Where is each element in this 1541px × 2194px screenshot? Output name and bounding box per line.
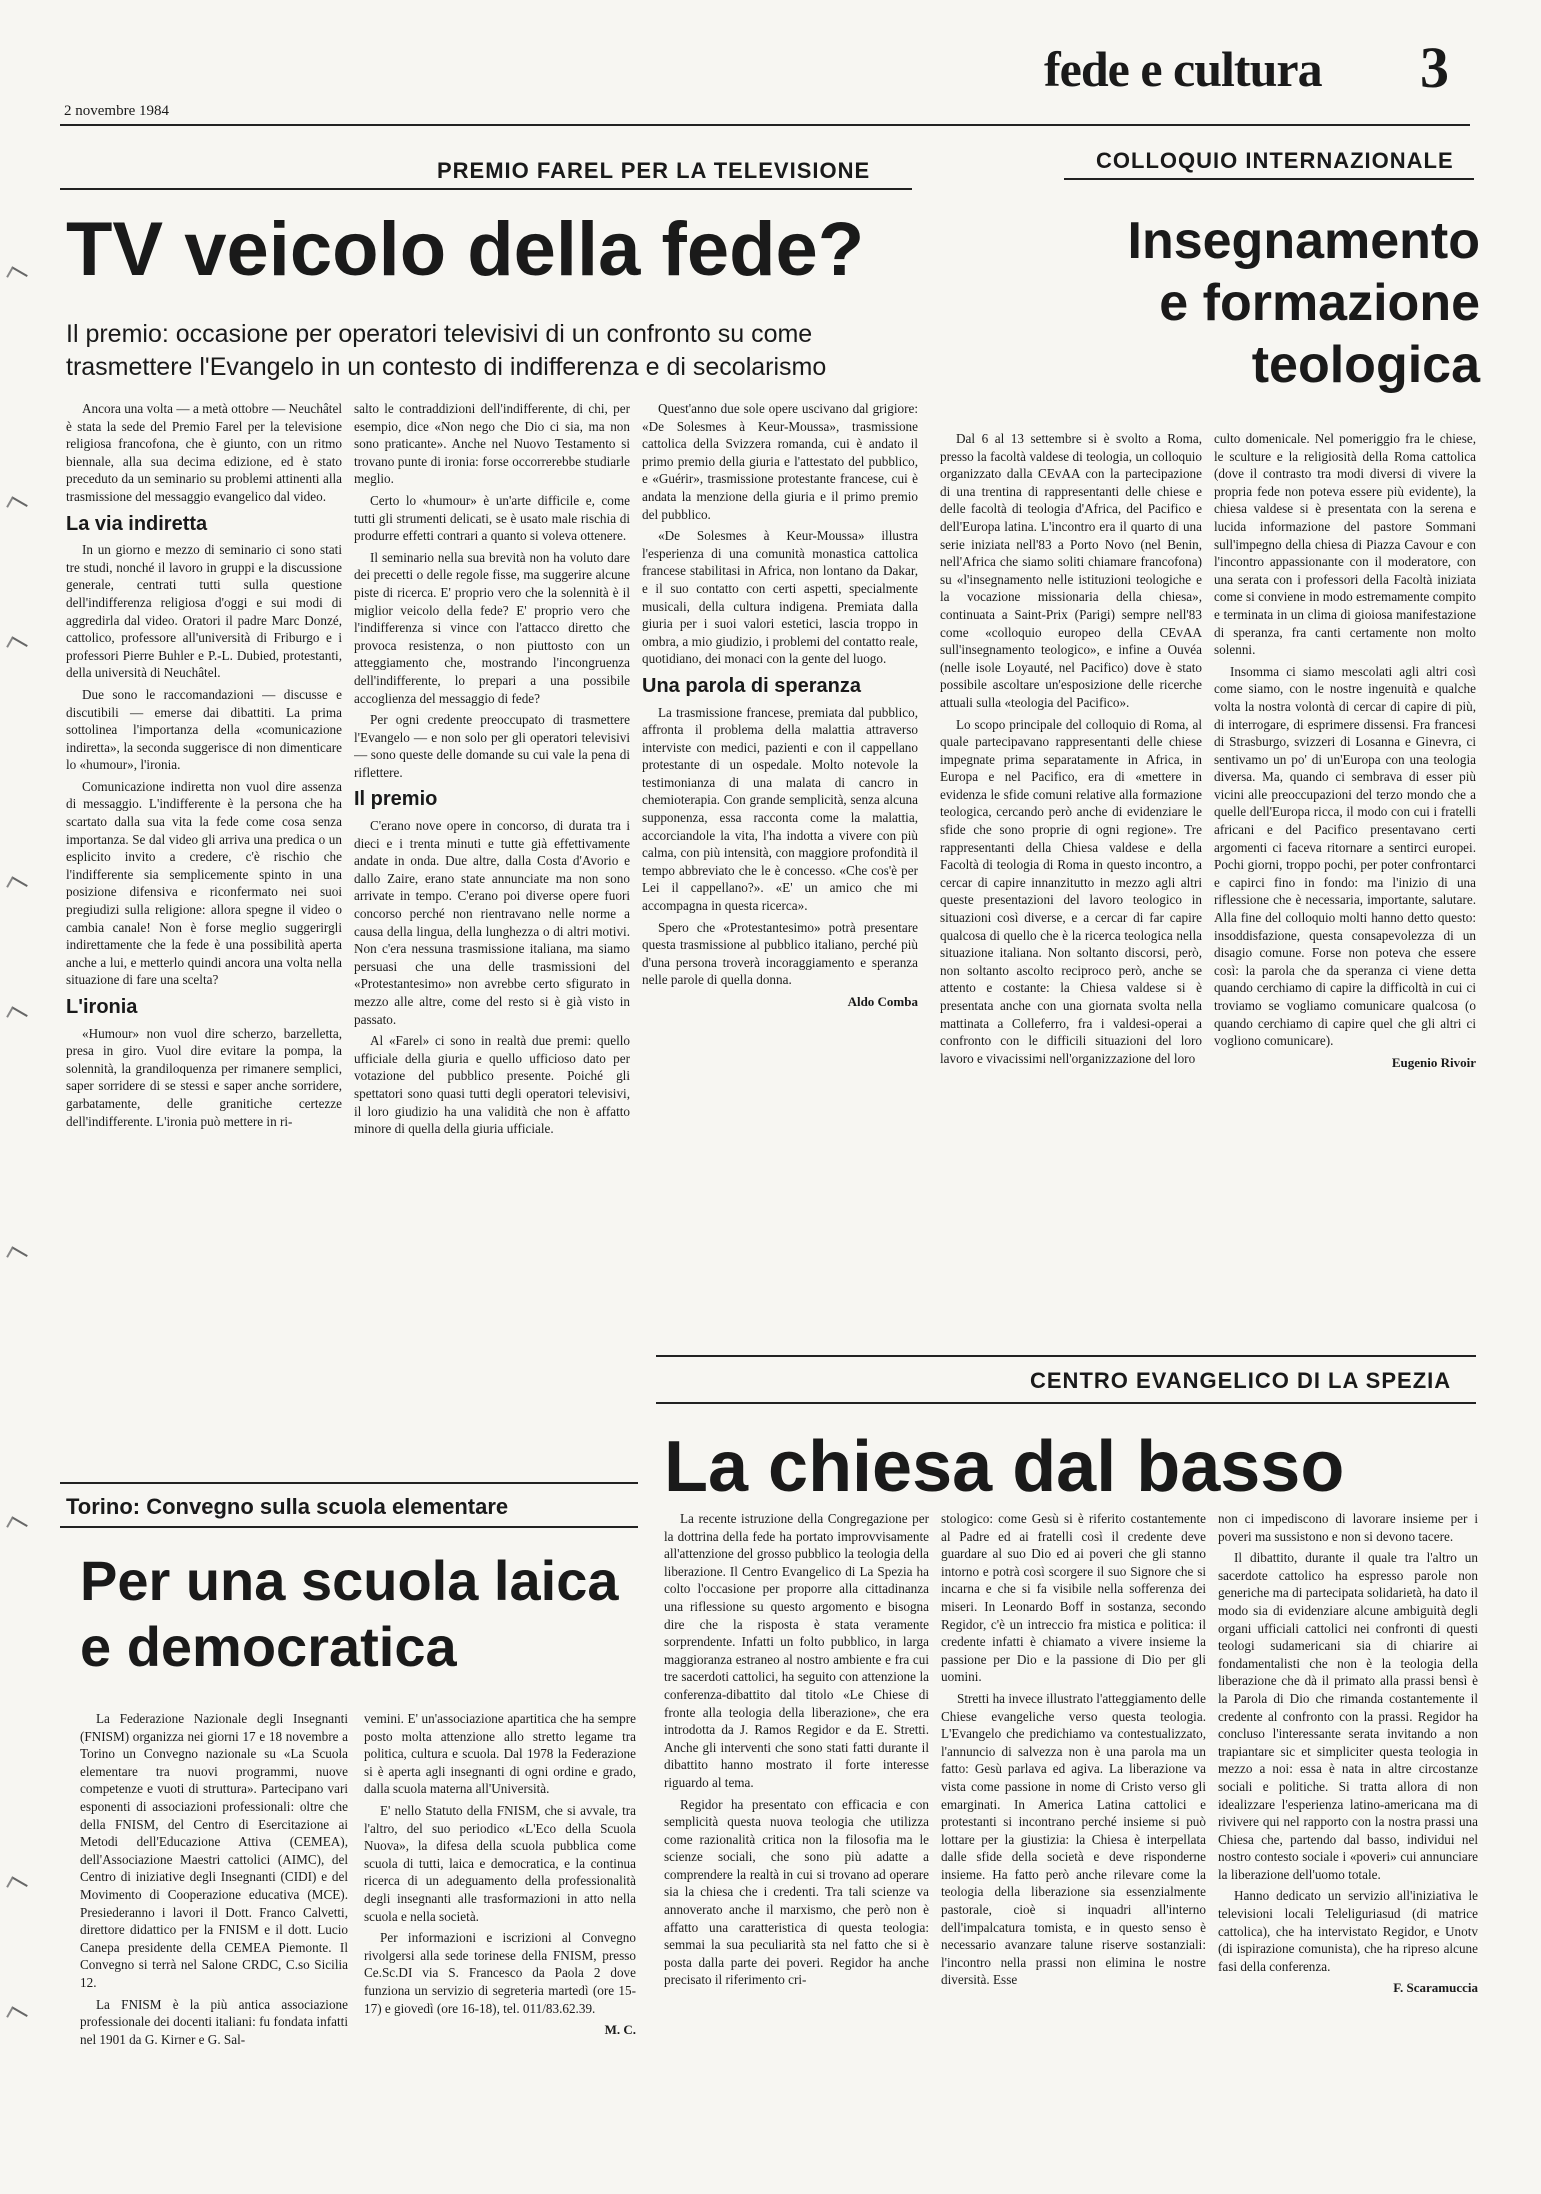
- chiesa-kicker: CENTRO EVANGELICO DI LA SPEZIA: [1030, 1368, 1452, 1393]
- tv-signature: Aldo Comba: [847, 994, 918, 1009]
- binding-mark: [6, 636, 28, 655]
- paragraph: E' nello Statuto della FNISM, che si avvale, tra l'altro, del suo periodico «L'Eco della Scuola Nuova», la difesa della scuola pubblica come scuola di tutti, laica e democratica, e la continua ricerca di un adeguamento della professionalità degli insegnanti alle trasformazioni in atto nella scuola e nella società.: [364, 1802, 636, 1924]
- headline-line: Insegnamento: [1127, 212, 1480, 270]
- paragraph: Per ogni credente preoccupato di trasmettere l'Evangelo — e non solo per gli operatori televisivi — sono queste delle domande su cui vale la pena di riflettere.: [354, 712, 630, 780]
- paragraph: Ancora una volta — a metà ottobre — Neuchâtel è stata la sede del Premio Farel per la televisione religiosa francofona, che è giunto, con un ritmo biennale, alla sua decima edizione, ed è stato preceduto da un seminario su problemi attinenti alla trasmissione del messaggio evangelico dal video.: [66, 401, 342, 504]
- paragraph: Comunicazione indiretta non vuol dire assenza di messaggio. L'indifferente è la persona che ha scartato dalla sua vita la fede come cosa senza importanza. Se dal video gli arriva una predica o un esplicito invito a credere, c'è rischio che l'indifferente sia semplicemente spinto in una posizione difensiva e riconfermato nei suoi pregiudizi sulla religione: allora spegne il video o cambia canale! Non è forse meglio suggerirgli indirettamente che la fede è una possibilità aperta anche a lui, e metterlo quindi ancora una volta nella situazione di fare una scelta?: [66, 778, 342, 988]
- scuola-kicker: Torino: Convegno sulla scuola elementare: [66, 1494, 509, 1519]
- paragraph: «Humour» non vuol dire scherzo, barzelletta, presa in giro. Vuol dire evitare la pompa, la solennità, la grandiloquenza per rimanere semplici, saper sorridere di se stessi e saper anche sorridere, garbatamente, delle granitiche certezze dell'indifferente. L'ironia può mettere in ri-: [66, 1025, 342, 1129]
- chiesa-signature: F. Scaramuccia: [1393, 1980, 1478, 1996]
- paragraph: Stretti ha invece illustrato l'atteggiamento delle Chiese evangeliche verso questa teologia. L'Evangelo che predichiamo va contestualizzato, l'annuncio di salvezza non è una parola ma un fatto: Gesù parlava ed agiva. La liberazione va vista come passione in nome di Cristo verso gli emarginati. In America Latina cattolici e protestanti si incontrano perché insieme si può lottare per la giustizia: la Chiesa è interpellata dalle sfide della società e deve risponderne insieme. Ha fatto però anche rilevare come la teologia della liberazione sia essenzialmente pastorale, cioè si inquadri all'interno dell'impalcatura tomista, e in questo senso è necessario avanzare talune riserve sostanziali: l'incontro nella prassi non elimina le nostre diversità. Esse: [941, 1690, 1206, 1988]
- paragraph: Insomma ci siamo mescolati agli altri così come siamo, con le nostre ingenuità e qualche volta la nostra volontà di cercar di capire di più, di interrogare, di esprimere dissensi. Fra francesi di Strasburgo, svizzeri di Losanna e Ginevra, ci sentivamo un po' di un'Europa con una teologia diversa. Ma, quando ci sembrava di esser più vicini alle preoccupazioni del terzo mondo che a quelle dell'Europa ricca, il modo con cui i fratelli africani e del Pacifico presentavano certi argomenti ci faceva ritornare a sentirci europei. Pochi giorni, troppo pochi, per poter confrontarci e capirci fino in fondo: ma l'inizio di una riflessione che è necessaria, importante, salutare. Alla fine del colloquio molti hanno detto questo: insoddisfazione, questa consapevolezza di un disagio comune. Forse non poteva che essere così: la parola che da speranza ci viene detta quando cerchiamo di capire la difficoltà in cui ci troviamo se vogliamo comunicare qualcosa (o quando cerchiamo di capire quel che gli altri ci vogliono comunicare).: [1214, 663, 1476, 1049]
- chiesa-headline: La chiesa dal basso: [664, 1427, 1345, 1507]
- binding-mark: [6, 496, 28, 515]
- scuola-column-2: [364, 1710, 636, 2170]
- scuola-kicker-rule: [60, 1526, 638, 1528]
- paragraph: La FNISM è la più antica associazione professionale dei docenti italiani: fu fondata infatti nel 1901 da G. Kirner e G. Sal-: [80, 1996, 348, 2047]
- tv-kicker-rule: [60, 188, 912, 190]
- paragraph: Al «Farel» ci sono in realtà due premi: quello ufficiale della giuria e quello ufficioso dato per votazione del pubblico presente. Poiché gli spettatori sono quasi tutti degli operatori televisivi, il loro giudizio ha una validità che non è affatto minore di quella della giuria ufficiale.: [354, 1033, 630, 1137]
- paragraph: Il seminario nella sua brevità non ha voluto dare dei precetti o delle regole fisse, ma suggerire alcune piste di ricerca. E' proprio vero che la solennità è il miglior veicolo della fede? E' proprio vero che l'indifferenza si vince con l'attacco diretto che provoca resistenza, o non piuttosto con un atteggiamento che, mostrando l'incongruenza dell'indifferente, lo prepari a una possibile accoglienza del messaggio di fede?: [354, 549, 630, 706]
- paragraph: non ci impediscono di lavorare insieme per i poveri ma sussistono e non si devono tacere.: [1218, 1511, 1478, 1544]
- paragraph: Lo scopo principale del colloquio di Roma, al quale partecipavano rappresentanti delle chiese impegnate prima separatamente in Africa, in Europa e nel Pacifico, era di «mettere in evidenza le sfide comuni relative alla formazione teologica, cercando però anche di evidenziare le sfide che sono proprie di ogni regione». Tre rappresentanti della Chiesa valdese e della Facoltà di teologia di Roma in questo incontro, a cercar di capire innanzitutto in mezzo agli altri queste presentazioni del lavoro teologico in situazioni così diverse, e a cercar di far capire qualcosa di quello che è la ricerca teologica nella situazione italiana. Non soltanto discorsi, però, non soltanto ascolto reciproco però, anche se attento e costante: la Chiesa valdese si è presentata anche con una giornata svolta nella mattinata a Colleferro, fra i valdesi-operai a confronto con le difficili situazioni del loro lavoro e vivacissimi nell'organizzazione del loro: [940, 716, 1202, 1066]
- paragraph: C'erano nove opere in concorso, di durata tra i dieci e i trenta minuti e tutte già effettivamente andate in onda. Due altre, dalla Costa d'Avorio e dallo Zaire, erano state annunciate ma non sono arrivate in tempo. C'erano poi diverse opere fuori concorso perché non rientravano nelle norme a causa della lingua, della lunghezza o di altri motivi. Non c'era nessuna trasmissione italiana, ma siamo persuasi che una delle trasmissioni del «Protestantesimo» non avrebbe certo sfigurato in mezzo alle altre, come del resto si è già visto in passato.: [354, 818, 630, 1027]
- scuola-signature: M. C.: [604, 2022, 636, 2038]
- paragraph: Due sono le raccomandazioni — discusse e discutibili — emerse dai dibattiti. La prima sottolinea l'importanza della «comunicazione indiretta», la seconda suggerisce di non dimenticare lo «humour», l'ironia.: [66, 686, 342, 773]
- headline-line: Per una scuola laica: [80, 1549, 619, 1612]
- binding-mark: [6, 1876, 28, 1895]
- tv-kicker: PREMIO FAREL PER LA TELEVISIONE: [437, 158, 871, 183]
- subhead-via-indiretta: La via indiretta: [66, 512, 208, 535]
- colloquio-kicker: COLLOQUIO INTERNAZIONALE: [1096, 148, 1454, 173]
- colloquio-signature: Eugenio Rivoir: [1391, 1054, 1476, 1070]
- paragraph: In un giorno e mezzo di seminario ci sono stati tre studi, nonché il lavoro in gruppi e la discussione generale, centrati tutti sulla questione dell'indifferenza religiosa d'oggi e sui modi di aggredirla dal video. Oratori il padre Marc Donzé, cattolico, professore all'università di Friburgo e i professori Pierre Buhler e P.-L. Dubied, protestanti, della università di Neuchâtel.: [66, 542, 342, 681]
- masthead-page-number: 3: [1420, 35, 1449, 100]
- chiesa-top-rule: [656, 1355, 1476, 1357]
- headline-line: e formazione: [1159, 274, 1480, 332]
- masthead-rule: [60, 124, 1470, 126]
- binding-mark: [6, 1006, 28, 1025]
- tv-deck: Il premio: occasione per operatori televisivi di un confronto su come trasmettere l'Evangelo in un contesto di indifferenza e di secolarismo: [66, 320, 827, 381]
- chiesa-column-3: [1218, 1510, 1478, 2160]
- subhead-parola-di-speranza: Una parola di speranza: [642, 674, 861, 697]
- colloquio-headline: [1080, 210, 1480, 396]
- paragraph: La Federazione Nazionale degli Insegnanti (FNISM) organizza nei giorni 17 e 18 novembre a Torino un Convegno nazionale su «La Scuola elementare tra nuovi programmi, nuove competenze e vuoti di struttura». Partecipano vari esponenti di associazioni professionali: oltre che della FNISM, del Centro di Esercitazione ai Metodi dell'Educazione Attiva (CEMEA), dell'Associazione Maestri cattolici (AIMC), del Centro di iniziative degli Insegnanti (CIDI) e del Movimento di Cooperazione educativa (MCE). Presiederanno i lavori il Dott. Franco Calvetti, direttore didattico per la FNISM e il dott. Lucio Canepa presidente della CEMEA Piemonte. Il Convegno si terrà nel Salone CRDC, C.so Sicilia 12.: [80, 1711, 348, 1990]
- paragraph: Dal 6 al 13 settembre si è svolto a Roma, presso la facoltà valdese di teologia, un colloquio organizzato dalla CEvAA con la partecipazione di una trentina di rappresentanti delle chiese e delle facoltà di teologia d'Africa, del Pacifico e dell'Europa latina. L'incontro era il quarto di una serie iniziata nell'83 a Porto Novo (nel Benin, nell'Africa che siamo soliti chiamare francofona) su «l'insegnamento nelle istituzioni teologiche e la vocazione missionaria della chiesa», continuata a Saint-Prix (Parigi) sempre nell'83 come «colloquio europeo della CEvAA sull'insegnamento teologico», e infine a Ouvéa (nelle isole Loyauté, nel Pacifico) dove è stato possibile ascoltare un'esposizione delle ricerche attuali sulla «teologia del Pacifico».: [940, 431, 1202, 710]
- binding-mark: [6, 1246, 28, 1265]
- paragraph: vemini. E' un'associazione apartitica che ha sempre posto molta attenzione allo stretto legame tra politica, cultura e scuola. Dal 1978 la Federazione si è aperta agli insegnanti di ogni ordine e grado, dalla scuola materna all'Università.: [364, 1711, 636, 1797]
- scuola-top-rule: [60, 1482, 638, 1484]
- binding-mark: [6, 1516, 28, 1535]
- paragraph: stologico: come Gesù si è riferito costantemente al Padre ed ai fratelli così il credente deve guardare al suo Dio ed ai poveri che gli stanno intorno e potrà così scorgere il suo Signore che si incarna e che si fa visibile nella sofferenza dei miseri. In Leonardo Boff in sostanza, secondo Regidor, c'è un intreccio fra mistica e politica: il credente infatti è chiamato a vivere insieme la passione per Dio e la passione di Dio per gli uomini.: [941, 1511, 1206, 1685]
- colloquio-kicker-rule: [1064, 178, 1474, 180]
- paragraph: Il dibattito, durante il quale tra l'altro un sacerdote cattolico ha espresso parole non generiche ma di partecipata solidarietà, ha dato il modo sia di evidenziare alcune ambiguità degli organi ufficiali cattolici nei confronti di questi teologi sudamericani sia di chiarire ai fondamentalisti che non è la teologia della liberazione che dà il primato alla prassi bensì è la Parola di Dio che rimanda costantemente il credente al confronto con la prassi. Regidor ha concluso l'interessante serata invitando a non trapiantare sic et simpliciter questa teologia in mezzo a noi: essa è nata in altre circostanze sociali e politiche. Si tratta allora di non idealizzare l'esperienza latino-americana ma di rivivere qui nel rapporto con la nostra prassi una Chiesa che, partendo dal basso, individui nel nostro contesto sociale i «poveri» cui annunciare la liberazione dell'uomo totale.: [1218, 1550, 1478, 1882]
- paragraph: Certo lo «humour» è un'arte difficile e, come tutti gli strumenti delicati, se è usato male rischia di produrre effetti contrari a quanto si voleva ottenere.: [354, 492, 630, 544]
- headline-line: teologica: [1251, 336, 1480, 394]
- binding-mark: [6, 2006, 28, 2025]
- scuola-headline: [80, 1548, 618, 1680]
- paragraph: Hanno dedicato un servizio all'iniziativa le televisioni locali Teleliguriasud (di matrice cattolica), che ha intervistato Regidor, e Unotv (di ispirazione comunista), che ha ripreso alcune fasi della conferenza.: [1218, 1888, 1478, 1974]
- paragraph: culto domenicale. Nel pomeriggio fra le chiese, le sculture e la religiosità della Roma cattolica (dove il contrasto tra modi diversi di vivere la propria fede non poteva essere più evidente), la chiesa valdese si è presentata con la serena e lucida informazione del pastore Sommani sull'impegno della chiesa di Piazza Cavour e con l'incontro appassionante con il moderatore, con una serata con i professori della Facoltà iniziata come si conviene in modo estremamente compito e terminata in un clima di gioiosa manifestazione di speranza, fra canti certamente non molto solenni.: [1214, 431, 1476, 658]
- chiesa-column-1: [664, 1510, 929, 2160]
- binding-mark: [6, 266, 28, 285]
- paragraph: Spero che «Protestantesimo» potrà presentare questa trasmissione al pubblico italiano, perché più d'una persona troverà incoraggiamento e speranza nelle parole di quella donna.: [642, 919, 918, 988]
- paragraph: Per informazioni e iscrizioni al Convegno rivolgersi alla sede torinese della FNISM, presso Ce.Sc.DI via S. Francesco da Paola 2 dove funziona un servizio di segreteria martedì (ore 15-17) e giovedì (ore 16-18), tel. 011/83.62.39.: [364, 1930, 636, 2016]
- paragraph: La trasmissione francese, premiata dal pubblico, affronta il problema della malattia attraverso interviste con medici, pazienti e con il cappellano protestante di un ospedale. Molto notevole la testimonianza di una malata di cancro in chemioterapia. Con grande semplicità, senza alcuna supponenza, essa racconta come la malattia, accorciandole la vita, l'ha indotta a vivere con più calma, con più intensità, con maggiore profondità il tempo abbreviato che le è concesso. «Che cos'è per Lei il cappellano?». «E' un amico che mi accompagna in questa ricerca».: [642, 704, 918, 914]
- paragraph: «De Solesmes à Keur-Moussa» illustra l'esperienza di una comunità monastica cattolica francese stabilitasi in Africa, non lontano da Dakar, e il suo contatto con certi aspetti, specialmente musicali, della cultura indigena. Premiata dalla giuria per i suoi valori estetici, lascia troppo in ombra, a mio giudizio, i problemi del contatto reale, quotidiano, dei monaci con la gente del luogo.: [642, 528, 918, 667]
- binding-mark: [6, 876, 28, 895]
- chiesa-column-2: [941, 1510, 1206, 2160]
- scuola-column-1: [80, 1710, 348, 2170]
- masthead-section: fede e cultura: [1044, 41, 1322, 97]
- paragraph: Quest'anno due sole opere uscivano dal grigiore: «De Solesmes à Keur-Moussa», trasmissione cattolica della Svizzera romanda, cui è andato il primo premio della giuria e l'attestato del pubblico, e «Guérir», trasmissione protestante francese, cui è andata la menzione della giuria e il primo premio del pubblico.: [642, 401, 918, 522]
- paragraph: salto le contraddizioni dell'indifferente, di chi, per esempio, dice «Non nego che Dio ci sia, ma non sono praticante». Anche nel Nuovo Testamento si trovano punte di ironia: forse occorrerebbe studiarle meglio.: [354, 401, 630, 487]
- paragraph: La recente istruzione della Congregazione per la dottrina della fede ha portato improvvisamente all'attenzione del grosso pubblico la teologia della liberazione. Il Centro Evangelico di La Spezia ha colto l'occasione per proporre alla cittadinanza una riflessione su questo argomento e bisogna dire che la risposta è stata veramente sorprendente. Infatti un folto pubblico, in larga maggioranza estraneo al nostro ambiente e fra cui tre sacerdoti cattolici, ha seguito con attenzione la conferenza-dibattito dal titolo «Le Chiese di fronte alla teologia della liberazione», che era introdotta da J. Ramos Regidor e da E. Stretti. Anche gli interventi che sono stati fatti durante il dibattito hanno mostrato il forte interesse riguardo al tema.: [664, 1511, 929, 1790]
- headline-line: e democratica: [80, 1615, 457, 1678]
- tv-headline: TV veicolo della fede?: [66, 207, 865, 292]
- chiesa-kicker-rule: [656, 1402, 1476, 1404]
- subhead-ironia: L'ironia: [66, 996, 138, 1018]
- subhead-premio: Il premio: [354, 788, 438, 811]
- masthead-date: 2 novembre 1984: [64, 103, 169, 119]
- paragraph: Regidor ha presentato con efficacia e con semplicità questa nuova teologia che utilizza come razionalità critica non la filosofia ma le scienze sociali, che sono più adatte a comprendere la realtà in cui si trovano ad operare sia la chiesa che i credenti. Tra tali scienze va annoverato anche il marxismo, che però non è affatto una caratteristica di questa teologia: semmai la sua peculiarità sta nel fatto che si è posta dalla parte dei poveri. Regidor ha anche precisato il riferimento cri-: [664, 1796, 929, 1988]
